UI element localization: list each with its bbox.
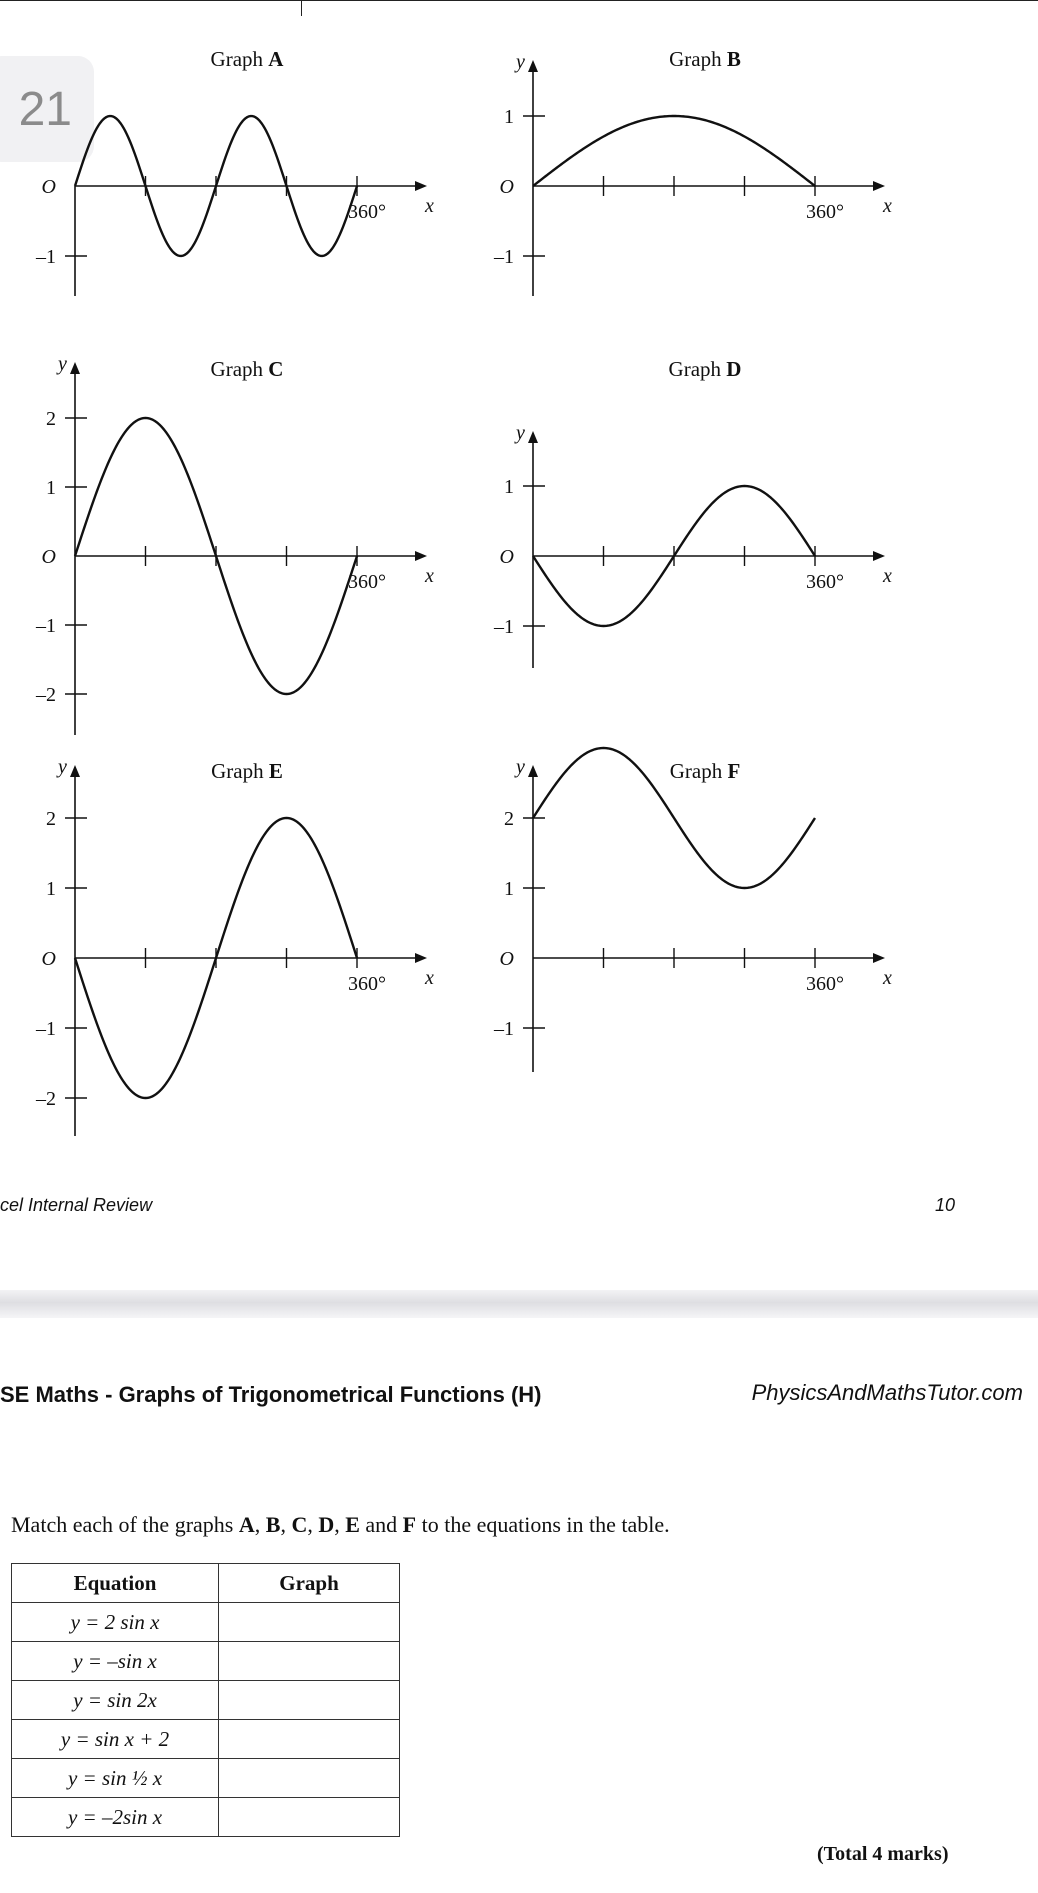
graph-answer-cell[interactable] [219, 1681, 400, 1720]
table-header-graph: Graph [219, 1564, 400, 1603]
origin-label: O [499, 176, 514, 198]
x-tick-label-360: 360° [348, 973, 386, 995]
x-axis-label: x [425, 195, 434, 217]
graph-title: Graph B [669, 47, 741, 71]
table-row [12, 1720, 400, 1759]
y-axis-arrow [528, 765, 538, 777]
x-axis-arrow [415, 551, 427, 561]
instruction-sep: , [280, 1512, 292, 1537]
instruction-letter: E [345, 1512, 360, 1537]
question-instruction [11, 1512, 670, 1538]
y-tick-label: 1 [46, 477, 56, 499]
y-tick-label: 1 [504, 106, 514, 128]
y-axis-label: y [516, 756, 525, 778]
x-tick-label-360: 360° [348, 571, 386, 593]
instruction-sep: and [359, 1512, 403, 1537]
y-axis-arrow [70, 765, 80, 777]
x-axis-arrow [415, 181, 427, 191]
y-axis-label: y [516, 51, 525, 73]
origin-label: O [499, 546, 514, 568]
graph-answer-cell[interactable] [219, 1642, 400, 1681]
page-divider [0, 1290, 1038, 1318]
y-axis-label: y [516, 422, 525, 444]
table-header-equation: Equation [12, 1564, 219, 1603]
table-row [12, 1603, 400, 1642]
x-tick-label-360: 360° [348, 201, 386, 223]
instruction-sep: , [307, 1512, 319, 1537]
y-axis-label: y [58, 353, 67, 375]
graph-answer-cell[interactable] [219, 1798, 400, 1837]
y-axis-label: y [58, 756, 67, 778]
graph-title: Graph F [669, 759, 741, 783]
equation-cell: y = sin ½ x [12, 1759, 219, 1798]
graph-title: Graph E [211, 759, 283, 783]
equation-cell: y = –sin x [12, 1642, 219, 1681]
graph-title: Graph D [668, 357, 742, 381]
x-axis-label: x [883, 565, 892, 587]
instruction-letter: F [402, 1512, 417, 1537]
y-tick-label: 2 [46, 408, 56, 430]
x-axis-arrow [873, 953, 885, 963]
instruction-suffix: to the equations in the table. [416, 1512, 670, 1537]
equation-cell: y = –2sin x [12, 1798, 219, 1837]
y-axis-arrow [70, 362, 80, 374]
matching-table [11, 1563, 400, 1837]
x-axis-label: x [425, 565, 434, 587]
x-axis-arrow [415, 953, 427, 963]
equation-cell: y = 2 sin x [12, 1603, 219, 1642]
origin-label: O [499, 948, 514, 970]
y-tick-label: –2 [36, 684, 56, 706]
site-name[interactable]: PhysicsAndMathsTutor.com [751, 1380, 1023, 1405]
y-tick-label: 1 [504, 878, 514, 900]
y-tick-label: –1 [36, 615, 56, 637]
y-tick-label: 1 [504, 476, 514, 498]
equation-cell: y = sin 2x [12, 1681, 219, 1720]
x-axis-label: x [883, 195, 892, 217]
x-tick-label-360: 360° [806, 201, 844, 223]
instruction-letter: A [238, 1512, 255, 1537]
equation-cell: y = sin x + 2 [12, 1720, 219, 1759]
graph-answer-cell[interactable] [219, 1603, 400, 1642]
y-tick-label: –1 [494, 1018, 514, 1040]
x-axis-arrow [873, 181, 885, 191]
y-tick-label: 2 [504, 808, 514, 830]
graph-title: Graph A [210, 47, 284, 71]
table-row [12, 1759, 400, 1798]
y-tick-label: –2 [36, 1088, 56, 1110]
table-row [12, 1798, 400, 1837]
x-axis-label: x [883, 967, 892, 989]
instruction-prefix: Match each of the graphs [11, 1512, 239, 1537]
instruction-letter: D [318, 1512, 335, 1537]
x-axis-label: x [425, 967, 434, 989]
document-title: SE Maths - Graphs of Trigonometrical Functions (H) [0, 1382, 542, 1407]
origin-label: O [41, 546, 56, 568]
y-axis-arrow [528, 431, 538, 443]
y-tick-label: 1 [46, 878, 56, 900]
y-tick-label: –1 [494, 616, 514, 638]
footer-page-number: 10 [935, 1195, 956, 1215]
y-tick-label: –1 [36, 1018, 56, 1040]
y-tick-label: 2 [46, 808, 56, 830]
graph-answer-cell[interactable] [219, 1759, 400, 1798]
y-tick-label: –1 [36, 246, 56, 268]
graph-curve [533, 116, 815, 186]
origin-label: O [41, 176, 56, 198]
total-marks: (Total 4 marks) [817, 1843, 949, 1865]
graph-answer-cell[interactable] [219, 1720, 400, 1759]
table-header-row [12, 1564, 400, 1603]
instruction-sep: , [334, 1512, 346, 1537]
instruction-sep: , [254, 1512, 266, 1537]
instruction-letter: B [265, 1512, 281, 1537]
x-axis-arrow [873, 551, 885, 561]
table-row [12, 1681, 400, 1720]
footer-left-text: cel Internal Review [0, 1195, 153, 1215]
y-tick-label: –1 [494, 246, 514, 268]
x-tick-label-360: 360° [806, 571, 844, 593]
y-axis-arrow [528, 60, 538, 72]
instruction-letter: C [291, 1512, 308, 1537]
origin-label: O [41, 948, 56, 970]
x-tick-label-360: 360° [806, 973, 844, 995]
graph-title: Graph C [210, 357, 284, 381]
page-number-badge-label: 21 [18, 83, 72, 136]
table-row [12, 1642, 400, 1681]
